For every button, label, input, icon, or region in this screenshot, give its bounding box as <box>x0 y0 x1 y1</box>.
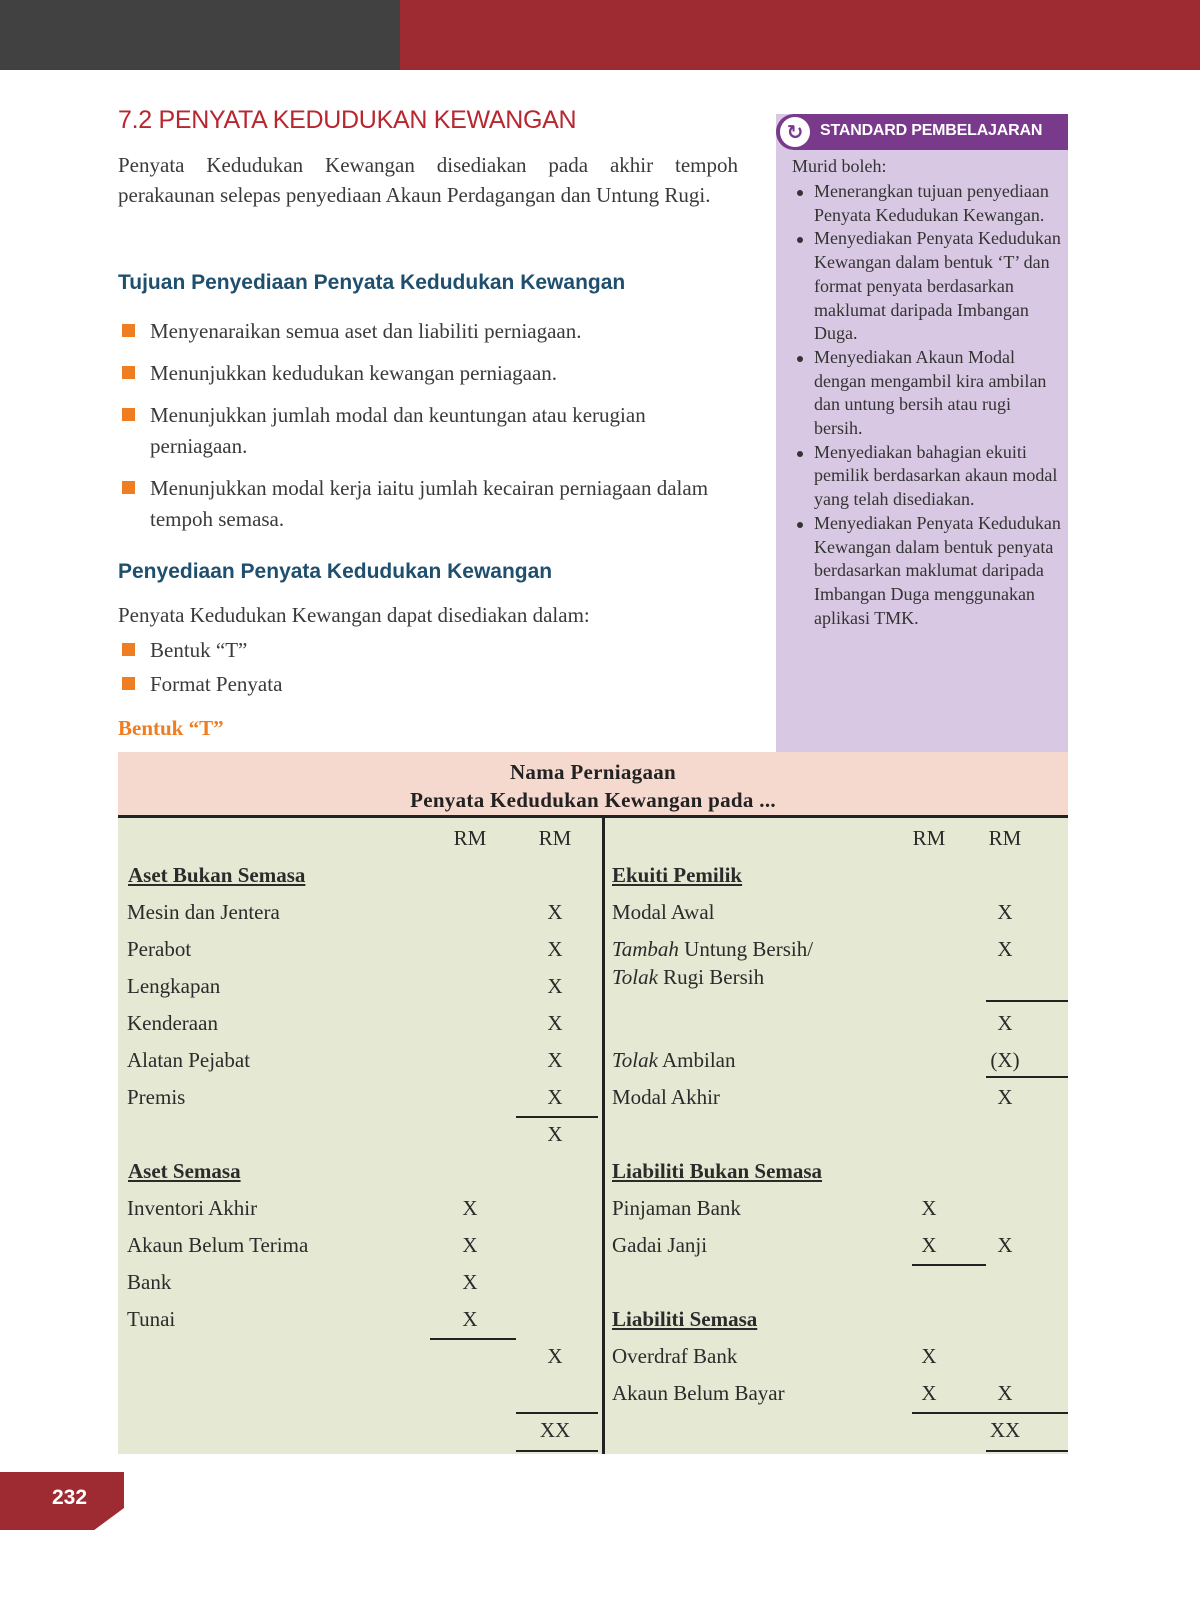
equity-amount: X <box>997 1085 1013 1109</box>
total-rule <box>516 1412 598 1414</box>
profit-label-line2 <box>612 965 764 990</box>
liability-label: Gadai Janji <box>612 1233 708 1257</box>
left-grand-total: XX <box>539 1418 571 1442</box>
asset-amount: X <box>462 1270 478 1294</box>
t-form-statement <box>118 752 1068 1454</box>
orange-square-bullet-icon <box>122 324 135 337</box>
current-liabilities-total: X <box>997 1381 1013 1405</box>
subtotal-rule <box>986 1076 1068 1078</box>
subtotal-rule <box>986 1000 1068 1002</box>
current-assets-heading: Aset Semasa <box>128 1159 241 1183</box>
learning-standard-box <box>776 114 1068 754</box>
loss-text: Rugi Bersih <box>657 965 765 989</box>
asset-label: Inventori Akhir <box>127 1196 258 1220</box>
purpose-item-text: Menyenaraikan semua aset dan liabiliti perniagaan. <box>150 319 582 343</box>
equity-label: Modal Awal <box>612 900 715 924</box>
bullet-dot-icon <box>797 522 803 528</box>
asset-label: Akaun Belum Terima <box>127 1233 309 1257</box>
t-form-divider <box>602 818 605 1454</box>
subtotal-rule <box>516 1116 598 1118</box>
subtotal-rule <box>912 1264 986 1266</box>
preparation-text: Penyata Kedudukan Kewangan dapat disediakan dalam: <box>118 603 590 627</box>
bullet-dot-icon <box>797 356 803 362</box>
orange-square-bullet-icon <box>122 408 135 421</box>
header-bar-dark <box>0 0 400 70</box>
current-liabilities-heading: Liabiliti Semasa <box>612 1307 758 1331</box>
learning-standard-item <box>792 180 1062 227</box>
preparation-heading: Penyediaan Penyata Kedudukan Kewangan <box>118 560 553 583</box>
learning-standard-header <box>776 114 1068 150</box>
total-rule <box>912 1412 1068 1414</box>
orange-square-bullet-icon <box>122 643 135 656</box>
owner-equity-heading: Ekuiti Pemilik <box>612 863 743 887</box>
add-word: Tambah <box>612 937 679 961</box>
asset-label: Kenderaan <box>127 1011 218 1035</box>
asset-amount: X <box>547 974 563 998</box>
section-title: 7.2 PENYATA KEDUDUKAN KEWANGAN <box>118 106 577 134</box>
liability-amount: X <box>921 1381 937 1405</box>
preparation-item <box>118 669 738 700</box>
profit-text: Untung Bersih/ <box>678 937 814 961</box>
purpose-heading: Tujuan Penyediaan Penyata Kedudukan Kewangan <box>118 271 626 294</box>
orange-square-bullet-icon <box>122 366 135 379</box>
asset-label: Bank <box>127 1270 172 1294</box>
purpose-item <box>118 358 738 389</box>
equity-subtotal: X <box>997 1011 1013 1035</box>
intro-paragraph: Penyata Kedudukan Kewangan disediakan pada akhir tempoh perakaunan selepas penyediaan Akaun Perdagangan dan Untung Rugi. <box>118 153 738 207</box>
asset-amount: X <box>547 1048 563 1072</box>
t-form-header <box>118 752 1068 818</box>
preparation-list <box>118 635 738 700</box>
profit-amount: X <box>997 937 1013 961</box>
non-current-assets-heading: Aset Bukan Semasa <box>128 863 306 887</box>
purpose-item-text: Menunjukkan modal kerja iaitu jumlah kecairan perniagaan dalam tempoh semasa. <box>150 476 709 531</box>
orange-square-bullet-icon <box>122 481 135 494</box>
purpose-item <box>118 316 738 347</box>
asset-label: Premis <box>127 1085 186 1109</box>
header-bar-red <box>400 0 1200 70</box>
refresh-arrow-icon: ↻ <box>780 117 810 147</box>
purpose-item <box>118 473 738 535</box>
equity-amount: X <box>997 900 1013 924</box>
liability-amount: X <box>921 1344 937 1368</box>
non-current-liabilities-heading: Liabiliti Bukan Semasa <box>612 1159 823 1183</box>
learning-standard-list <box>792 180 1062 630</box>
statement-title: Penyata Kedudukan Kewangan pada ... <box>410 788 776 812</box>
liability-amount: X <box>921 1233 937 1257</box>
drawings-amount: (X) <box>990 1048 1020 1072</box>
liability-amount: X <box>921 1196 937 1220</box>
liability-label: Akaun Belum Bayar <box>612 1381 785 1405</box>
preparation-item-text: Format Penyata <box>150 672 283 696</box>
less-word: Tolak <box>612 1048 658 1072</box>
learning-standard-title: STANDARD PEMBELAJARAN <box>820 122 1043 139</box>
learning-standard-item-text: Menerangkan tujuan penyediaan Penyata Kedudukan Kewangan. <box>814 181 1049 225</box>
purpose-list <box>118 316 738 535</box>
preparation-item <box>118 635 738 666</box>
learning-standard-item <box>792 227 1062 346</box>
asset-amount: X <box>462 1233 478 1257</box>
liability-label: Pinjaman Bank <box>612 1196 741 1220</box>
purpose-item-text: Menunjukkan kedudukan kewangan perniagaan. <box>150 361 558 385</box>
asset-amount: X <box>462 1196 478 1220</box>
less-word: Tolak <box>612 965 658 989</box>
page-number: 232 <box>52 1486 88 1509</box>
asset-label: Mesin dan Jentera <box>127 900 280 924</box>
currency-header: RM <box>453 826 487 850</box>
right-grand-total: XX <box>989 1418 1021 1442</box>
current-assets-total: X <box>547 1344 563 1368</box>
profit-label-line1 <box>612 937 813 962</box>
learning-standard-item <box>792 512 1062 631</box>
asset-amount: X <box>462 1307 478 1331</box>
learning-standard-lead: Murid boleh: <box>792 156 887 176</box>
bullet-dot-icon <box>797 237 803 243</box>
currency-header: RM <box>912 826 946 850</box>
business-name: Nama Perniagaan <box>509 760 677 784</box>
orange-square-bullet-icon <box>122 677 135 690</box>
drawings-label <box>612 1048 736 1073</box>
purpose-item-text: Menunjukkan jumlah modal dan keuntungan atau kerugian perniagaan. <box>150 403 646 458</box>
asset-amount: X <box>547 937 563 961</box>
liability-label: Overdraf Bank <box>612 1344 738 1368</box>
currency-header: RM <box>988 826 1022 850</box>
asset-label: Alatan Pejabat <box>127 1048 251 1072</box>
learning-standard-item <box>792 346 1062 441</box>
asset-amount: X <box>547 1085 563 1109</box>
bullet-dot-icon <box>797 190 803 196</box>
equity-label: Modal Akhir <box>612 1085 720 1109</box>
preparation-item-text: Bentuk “T” <box>150 638 248 662</box>
asset-label: Lengkapan <box>127 974 221 998</box>
learning-standard-item-text: Menyediakan bahagian ekuiti pemilik berdasarkan akaun modal yang telah disediakan. <box>814 441 1058 510</box>
t-form-label: Bentuk “T” <box>118 716 224 740</box>
purpose-item <box>118 400 738 462</box>
currency-header: RM <box>538 826 572 850</box>
total-rule <box>516 1450 598 1452</box>
drawings-text: Ambilan <box>657 1048 736 1072</box>
subtotal-rule <box>430 1338 516 1340</box>
bullet-dot-icon <box>797 451 803 457</box>
learning-standard-item-text: Menyediakan Penyata Kedudukan Kewangan dalam bentuk penyata berdasarkan maklumat daripada Imbangan Duga menggunakan aplikasi TMK. <box>814 512 1061 628</box>
asset-label: Tunai <box>127 1307 176 1331</box>
total-rule <box>986 1450 1068 1452</box>
non-current-total: X <box>547 1122 563 1146</box>
asset-amount: X <box>547 900 563 924</box>
learning-standard-item <box>792 441 1062 512</box>
non-current-liabilities-total: X <box>997 1233 1013 1257</box>
learning-standard-item-text: Menyediakan Penyata Kedudukan Kewangan dalam bentuk ‘T’ dan format penyata berdasarkan maklumat daripada Imbangan Duga. <box>814 228 1061 344</box>
asset-label: Perabot <box>127 937 192 961</box>
learning-standard-item-text: Menyediakan Akaun Modal dengan mengambil kira ambilan dan untung bersih atau rugi bersih. <box>814 346 1047 439</box>
asset-amount: X <box>547 1011 563 1035</box>
